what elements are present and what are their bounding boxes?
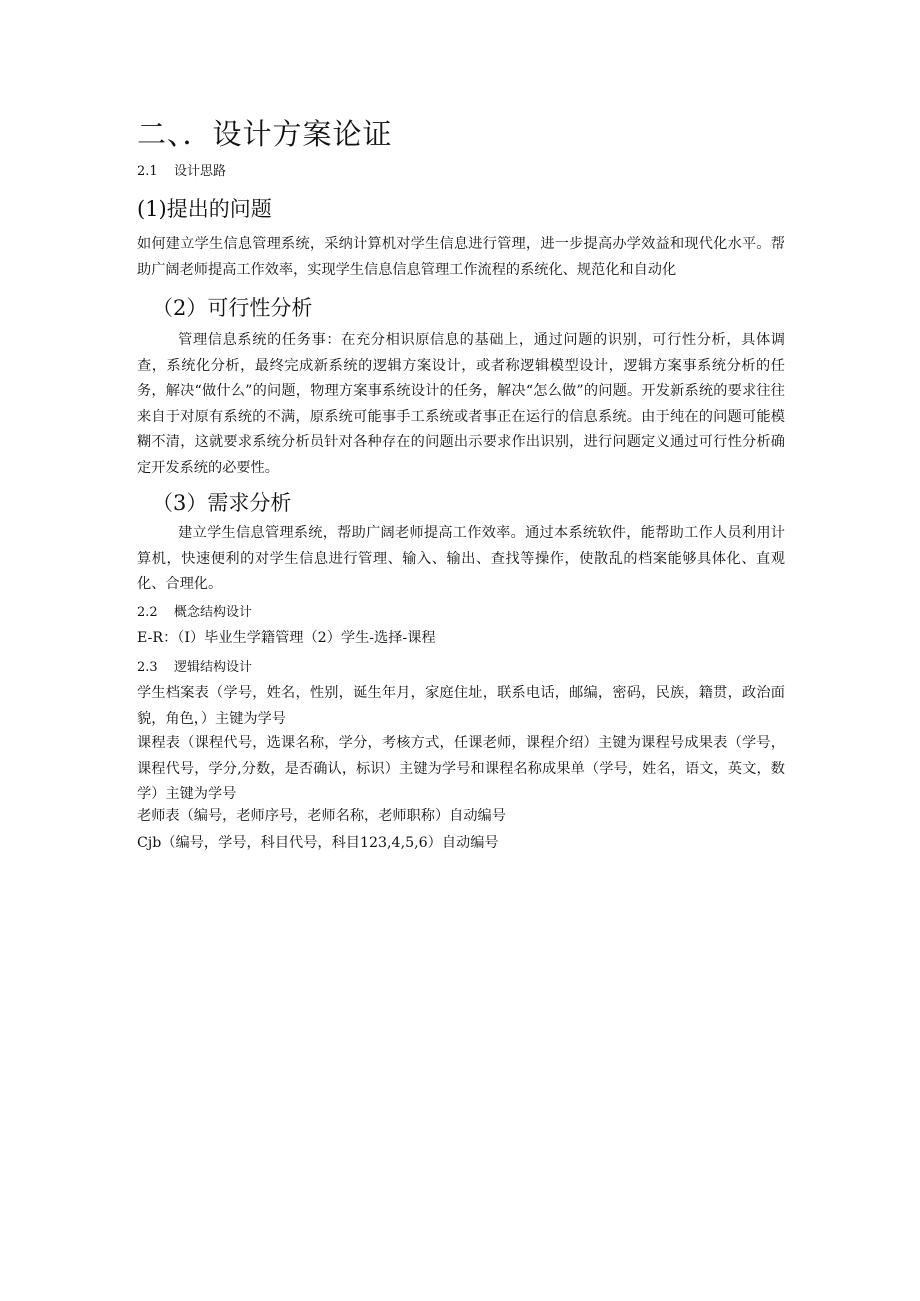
subsection-1-heading: (1)提出的问题 (137, 197, 272, 221)
subsection-3-heading: （3）需求分析 (152, 491, 292, 515)
logic-cjb-table: Cjb（编号，学号，科目代号，科目123,4,5,6）自动编号 (137, 835, 499, 851)
subsection-3-body: 建立学生信息管理系统，帮助广阔老师提高工作效率。通过本系统软件，能帮助工作人员利用计算机，快速便利的对学生信息进行管理、输入、输出、查找等操作，使散乱的档案能够具体化、直观化、合理化。 (137, 525, 785, 592)
section-title: 概念结构设计 (174, 605, 253, 620)
logic-course-table: 课程表（课程代号，选课名称，学分，考核方式，任课老师，课程介绍）主键为课程号成果表（学号，课程代号，学分,分数，是否确认，标识）主键为学号和课程名称成果单（学号，姓名，语文，英文，数学）主键为学号 (137, 735, 785, 802)
section-number: 2.3 (137, 660, 158, 675)
section-title: 逻辑结构设计 (174, 660, 253, 675)
er-line: E-R：（I）毕业生学籍管理（2）学生-选择-课程 (137, 630, 436, 646)
subsection-1-body: 如何建立学生信息管理系统，采纳计算机对学生信息进行管理，进一步提高办学效益和现代化水平。帮助广阔老师提高工作效率，实现学生信息信息管理工作流程的系统化、规范化和自动化 (137, 236, 785, 278)
subsection-2-heading: （2）可行性分析 (152, 296, 313, 320)
section-2-2-heading (137, 601, 252, 620)
logic-teacher-table: 老师表（编号，老师序号，老师名称，老师职称）自动编号 (137, 808, 506, 824)
section-number: 2.2 (137, 605, 158, 620)
subsection-2-body: 管理信息系统的任务事：在充分相识原信息的基础上，通过问题的识别，可行性分析，具体调查，系统化分析，最终完成新系统的逻辑方案设计，或者称逻辑模型设计，逻辑方案事系统分析的任务，解决“做什么”的问题，物理方案事系统设计的任务，解决“怎么做”的问题。开发新系统的要求往往来自于对原有系统的不满，原系统可能事手工系统或者事正在运行的信息系统。由于纯在的问题可能模糊不清，这就要求系统分析员针对各种存在的问题出示要求作出识别，进行问题定义通过可行性分析确定开发系统的必要性。 (137, 332, 785, 476)
main-heading: 二、．设计方案论证 (137, 117, 393, 151)
logic-student-table: 学生档案表（学号，姓名，性别，诞生年月，家庭住址，联系电话，邮编，密码，民族，籍贯，政治面貌，角色，）主键为学号 (137, 685, 785, 727)
section-2-3-heading (137, 656, 252, 675)
section-number: 2.1 (137, 164, 158, 179)
section-title: 设计思路 (174, 164, 227, 179)
section-2-1-heading (137, 160, 226, 179)
